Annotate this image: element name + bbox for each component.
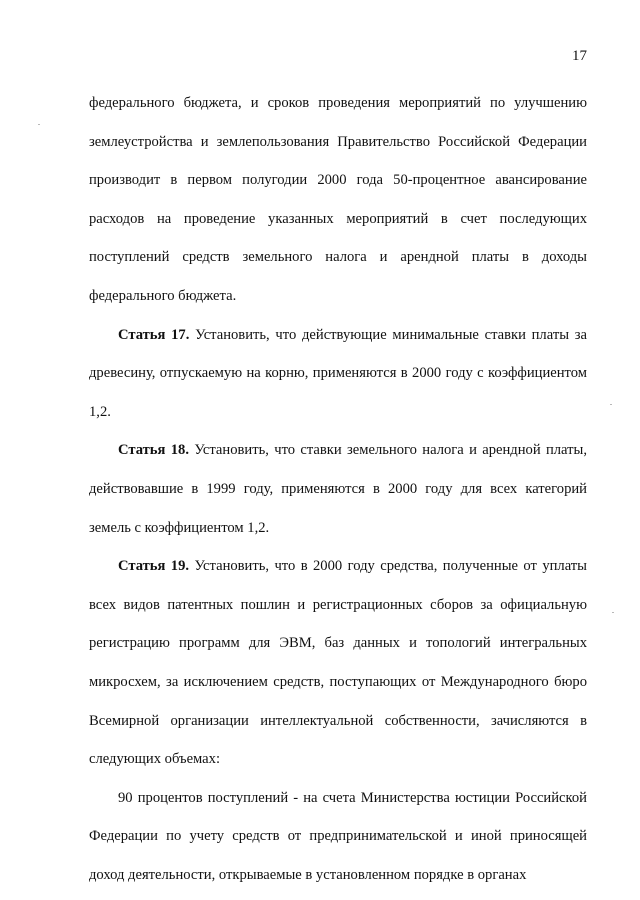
article-19-label: Статья 19.: [118, 558, 190, 575]
article-18-paragraph: [89, 431, 587, 547]
document-body: [89, 84, 587, 894]
article-18-text: Установить, что ставки земельного налога и арендной платы, действовавшие в 1999 году, применяются в 2000 году для всех категорий земель с коэффициентом 1,2.: [89, 442, 587, 536]
article-17-text: Установить, что действующие минимальные ставки платы за древесину, отпускаемую на корню, применяются в 2000 году с коэффициентом 1,2.: [89, 326, 587, 420]
article-19-paragraph: [89, 547, 587, 779]
scan-speck: [38, 124, 40, 125]
paragraph-text: федерального бюджета, и сроков проведения мероприятий по улучшению землеустройства и землепользования Правительство Российской Федерации производит в первом полугодии 2000 года 50-процентное авансирование расходов на проведение указанных мероприятий в счет последующих поступлений средств земельного налога и арендной платы в доходы федерального бюджета.: [89, 95, 587, 304]
article-17-label: Статья 17.: [118, 326, 190, 343]
scan-speck: [612, 612, 614, 613]
article-19-text: Установить, что в 2000 году средства, полученные от уплаты всех видов патентных пошлин и регистрационных сборов за официальную регистрацию программ для ЭВМ, баз данных и топологий интегральных микросхем, за исключением средств, поступающих от Международного бюро Всемирной организации интеллектуальной собственности, зачисляются в следующих объемах:: [89, 558, 587, 768]
article-17-paragraph: [89, 316, 587, 432]
article-18-label: Статья 18.: [118, 442, 189, 459]
allocation-text: 90 процентов поступлений - на счета Министерства юстиции Российской Федерации по учету средств от предпринимательской и иной приносящей доход деятельности, открываемые в установленном порядке в органах: [89, 789, 587, 883]
paragraph-budget-continuation: [89, 84, 587, 316]
allocation-paragraph: [89, 779, 587, 895]
scan-speck: [610, 404, 612, 405]
page-number: 17: [572, 48, 587, 64]
